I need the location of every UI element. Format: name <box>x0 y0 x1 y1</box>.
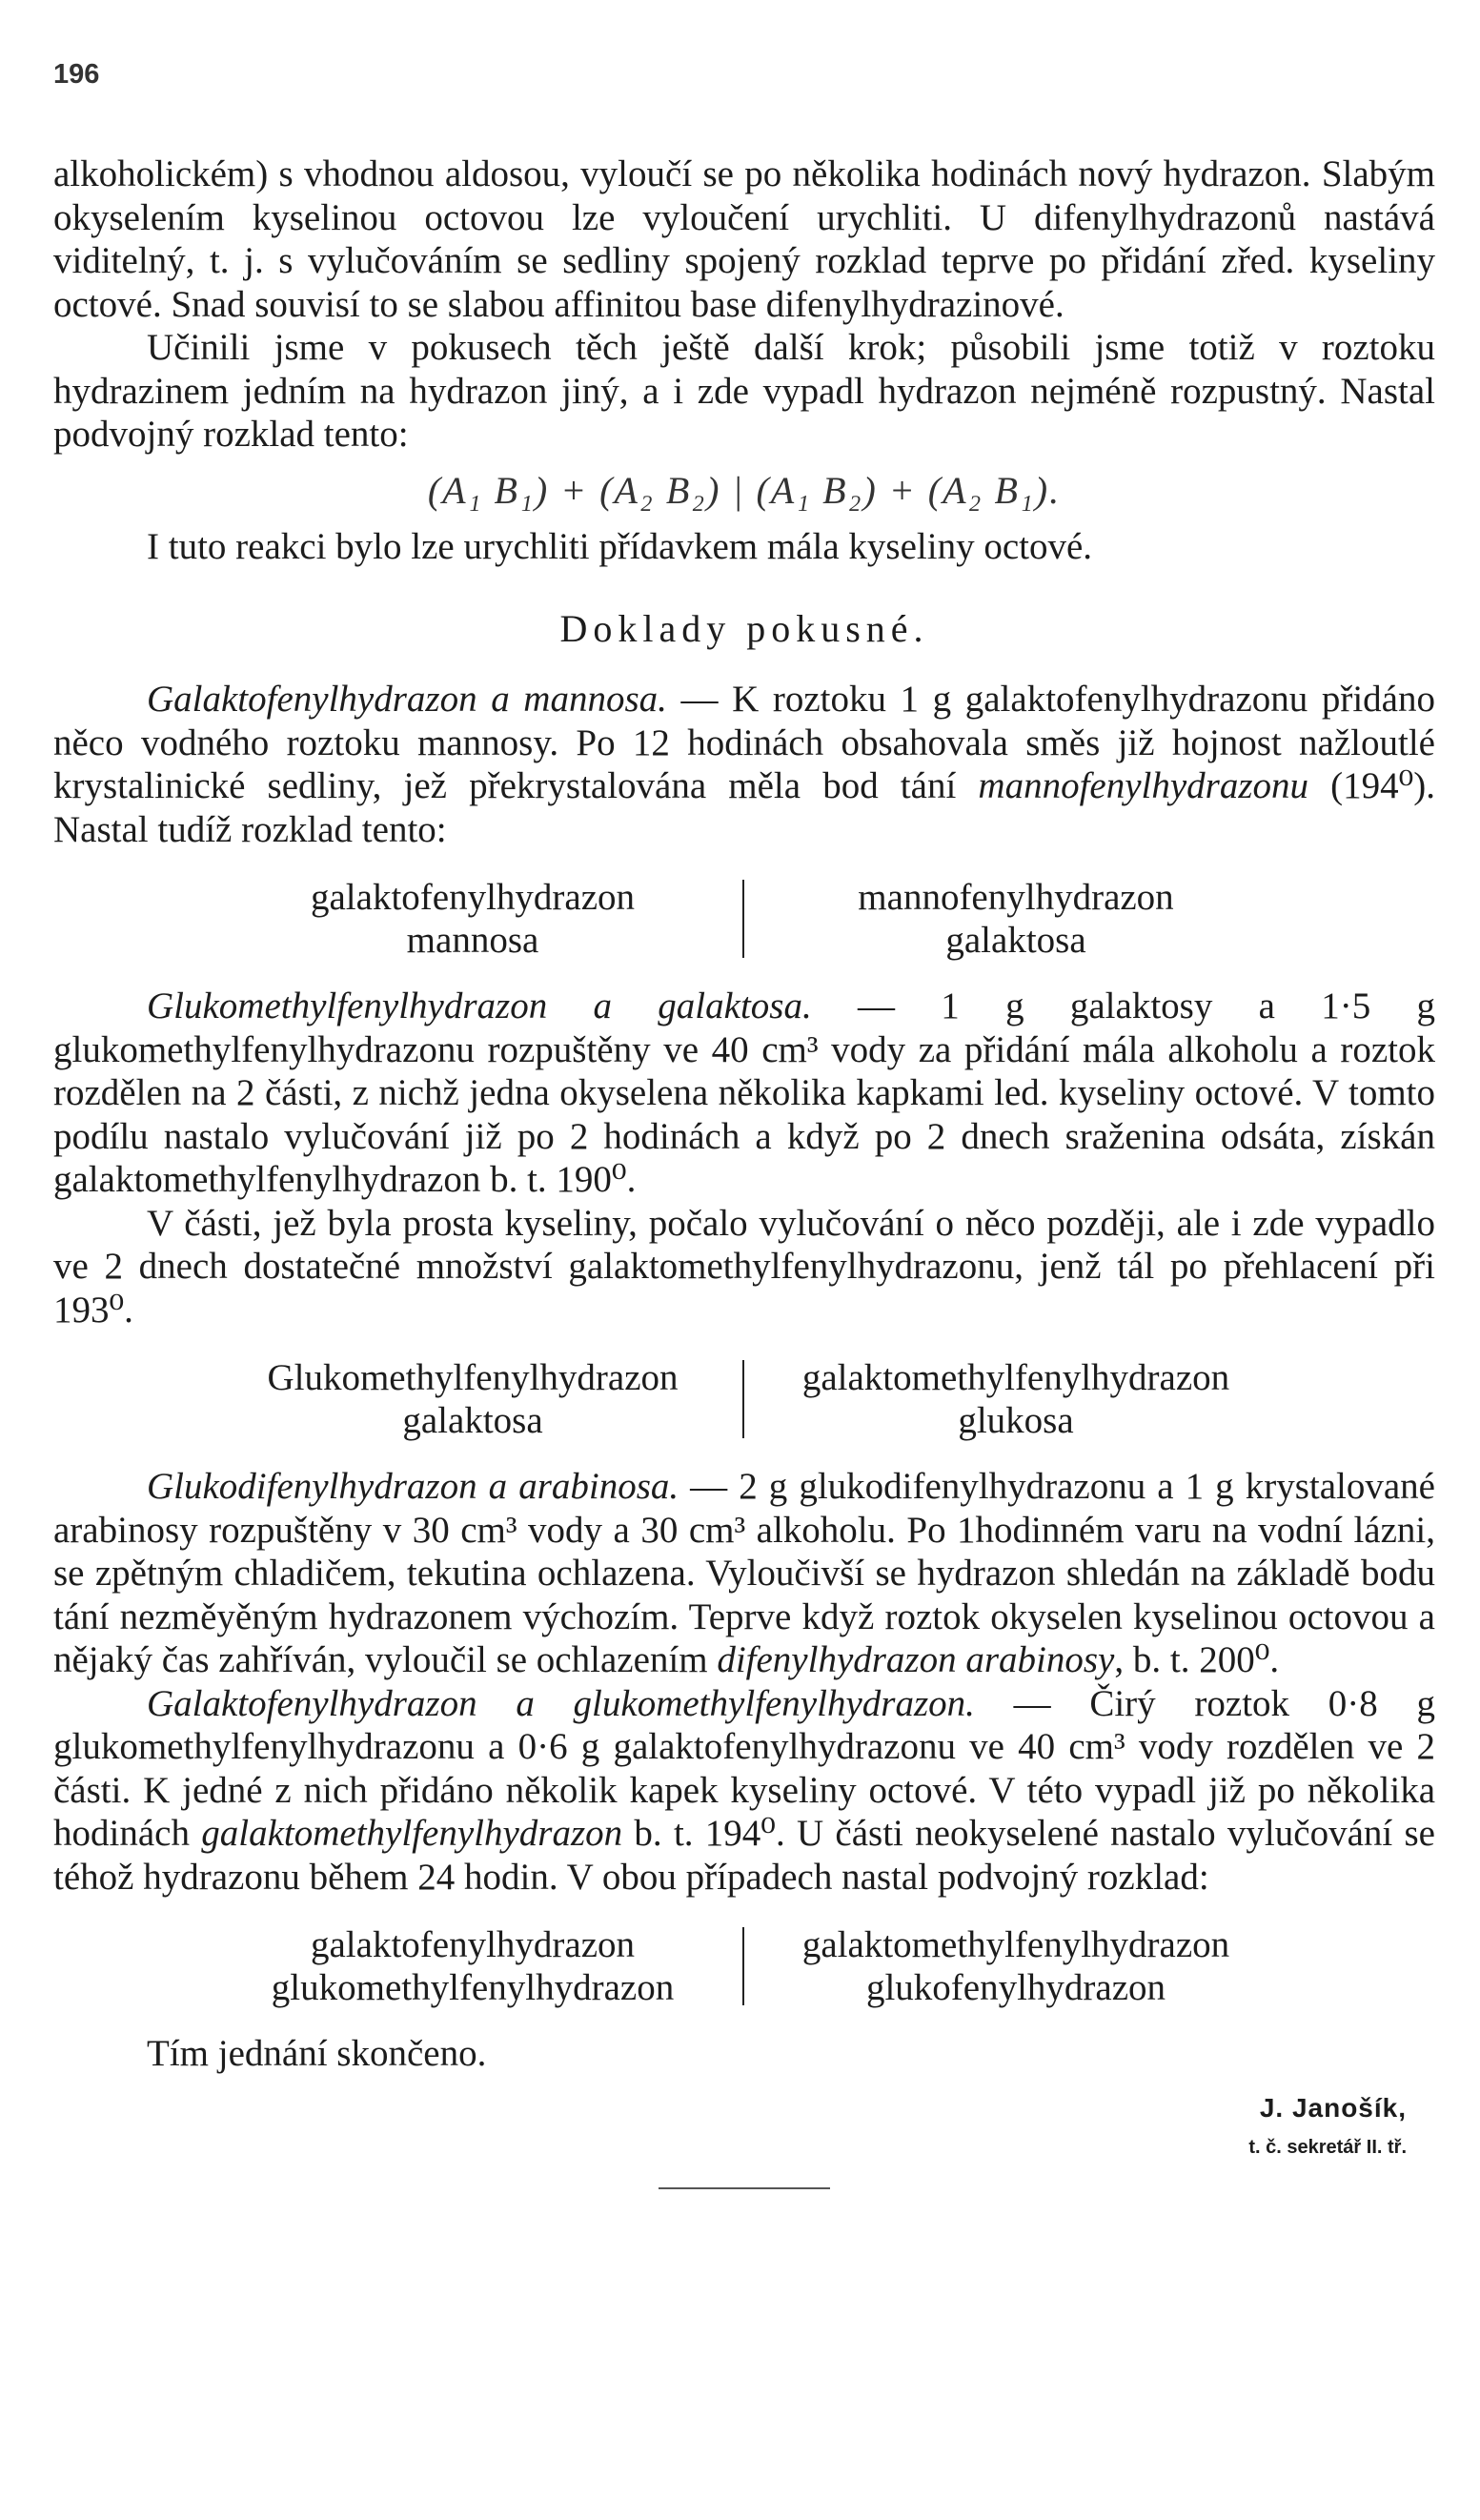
scheme-left <box>220 1356 725 1442</box>
scheme-left <box>220 876 725 962</box>
scheme-item: galaktosa <box>945 920 1086 961</box>
paragraph-7 <box>53 1465 1435 1682</box>
scheme-right <box>763 1923 1268 2009</box>
paragraph-1: alkoholickém) s vhodnou aldosou, vyloučí se po několika hodinách nový hydrazon. Slabým okyselením kyselinou octovou lze vyloučení urychliti. U difenylhydrazonů nastává viditelný, t. j. s vylučováním se sedliny spojený rozklad teprve po přidání zřed. kyseliny octové. Snad souvisí to se slabou affinitou base difenylhydrazinové. <box>53 153 1435 325</box>
exchange-scheme-3 <box>220 1923 1268 2009</box>
paragraph-text: (194⁰). Nastal tudíž rozklad tento: <box>53 765 1436 850</box>
scheme-item: galaktofenylhydrazon <box>310 1924 636 1965</box>
body-text <box>53 152 1435 2189</box>
paragraph-4 <box>53 678 1435 851</box>
closing-line: Tím jednání skončeno. <box>147 2033 487 2074</box>
scheme-divider <box>742 880 746 958</box>
signature-name: J. Janošík, <box>1259 2092 1407 2123</box>
page-number: 196 <box>53 59 100 90</box>
paragraph-3: I tuto reakci bylo lze urychliti přídavkem mála kyseliny octové. <box>147 525 1093 567</box>
product-name: mannofenylhydrazonu <box>978 765 1309 806</box>
experiment-title: Galaktofenylhydrazon a glukomethylfenylhydrazon. <box>147 1682 975 1724</box>
reaction-formula: (A₁ B₁) + (A₂ B₂) | (A₁ B₂) + (A₂ B₁). <box>427 468 1062 512</box>
paragraph-text: — 2 g glukodifenylhydrazonu a 1 g krystalované arabinosy rozpuštěny v 30 cm³ vody a 30 cm³ alkoholu. Po 1hodinném varu na vodní lázni, se zpětným chladičem, tekutina ochlazena. Vyloučivší se hydrazon shledán na základě bodu tání nezměyěným hydrazonem výchozím. Teprve když roztok okyselen kyselinou octovou a nějaký čas zahříván, vyloučil se ochlazením <box>53 1466 1435 1680</box>
scheme-divider <box>742 1360 746 1438</box>
scheme-item: glukofenylhydrazon <box>865 1967 1166 2008</box>
paragraph-6: V části, jež byla prosta kyseliny, počalo vylučování o něco později, ale i zde vypadlo ve 2 dnech dostatečné množství galaktomethylfenylhydrazonu, jenž tál po přehlacení při 193⁰. <box>53 1202 1435 1331</box>
section-heading: Doklady pokusné. <box>559 607 929 650</box>
scheme-divider <box>742 1927 746 2005</box>
scheme-item: mannofenylhydrazon <box>858 877 1174 918</box>
scheme-item: glukomethylfenylhydrazon <box>271 1967 675 2008</box>
scheme-item: mannosa <box>406 920 539 961</box>
exchange-scheme-2 <box>220 1356 1268 1442</box>
paragraph-text: , b. t. 200⁰. <box>1114 1639 1280 1680</box>
scheme-item: glukosa <box>958 1400 1074 1441</box>
paragraph-2: Učinili jsme v pokusech těch ještě další krok; působili jsme totiž v roztoku hydrazinem jedním na hydrazon jiný, a i zde vypadl hydrazon nejméně rozpustný. Nastal podvojný rozklad tento: <box>53 327 1435 455</box>
experiment-title: Glukomethylfenylhydrazon a galaktosa. <box>147 986 812 1026</box>
end-rule <box>659 2187 830 2189</box>
paragraph-8 <box>53 1682 1435 1900</box>
paragraph-5 <box>53 985 1435 1202</box>
scheme-right <box>763 1356 1268 1442</box>
paragraph-text: — K roztoku 1 g galaktofenylhydrazonu přidáno něco vodného roztoku mannosy. Po 12 hodinách obsahovala směs již hojnost nažloutlé krystalinické sedliny, jež překrystalována měla bod tání <box>53 679 1435 806</box>
experiment-title: Glukodifenylhydrazon a arabinosa. <box>147 1466 679 1507</box>
paragraph-text: b. t. 194⁰. U části neokyselené nastalo vylučování se téhož hydrazonu během 24 hodin. V obou případech nastal podvojný rozklad: <box>53 1813 1435 1898</box>
paragraph-text: — 1 g galaktosy a 1·5 g glukomethylfenylhydrazonu rozpuštěny ve 40 cm³ vody za přidání mála alkoholu a roztok rozdělen na 2 části, z nichž jedna okyselena několika kapkami led. kyseliny octové. V tomto podílu nastalo vylučování již po 2 hodinách a když po 2 dnech sraženina odsáta, získán galaktomethylfenylhydrazon b. t. 190⁰. <box>53 986 1436 1200</box>
scheme-item: galaktomethylfenylhydrazon <box>801 1357 1230 1398</box>
product-name: galaktomethylfenylhydrazon <box>201 1813 623 1854</box>
scheme-left <box>220 1923 725 2009</box>
signature-title: t. č. sekretář II. tř. <box>1248 2136 1407 2158</box>
scheme-item: galaktomethylfenylhydrazon <box>801 1924 1230 1965</box>
scheme-right <box>763 876 1268 962</box>
exchange-scheme-1 <box>220 876 1268 962</box>
experiment-title: Galaktofenylhydrazon a mannosa. <box>147 679 667 720</box>
product-name: difenylhydrazon arabinosy <box>717 1639 1115 1680</box>
scheme-item: galaktosa <box>402 1400 543 1441</box>
signature-block <box>53 2093 1435 2159</box>
scheme-item: galaktofenylhydrazon <box>310 877 636 918</box>
paragraph-text: — Čirý roztok 0·8 g glukomethylfenylhydrazonu a 0·6 g galaktofenylhydrazonu ve 40 cm³ vody rozdělen ve 2 části. K jedné z nich přidáno několik kapek kyseliny octové. V této vypadl již po několika hodinách <box>53 1682 1435 1854</box>
scheme-item: Glukomethylfenylhydrazon <box>267 1357 679 1398</box>
